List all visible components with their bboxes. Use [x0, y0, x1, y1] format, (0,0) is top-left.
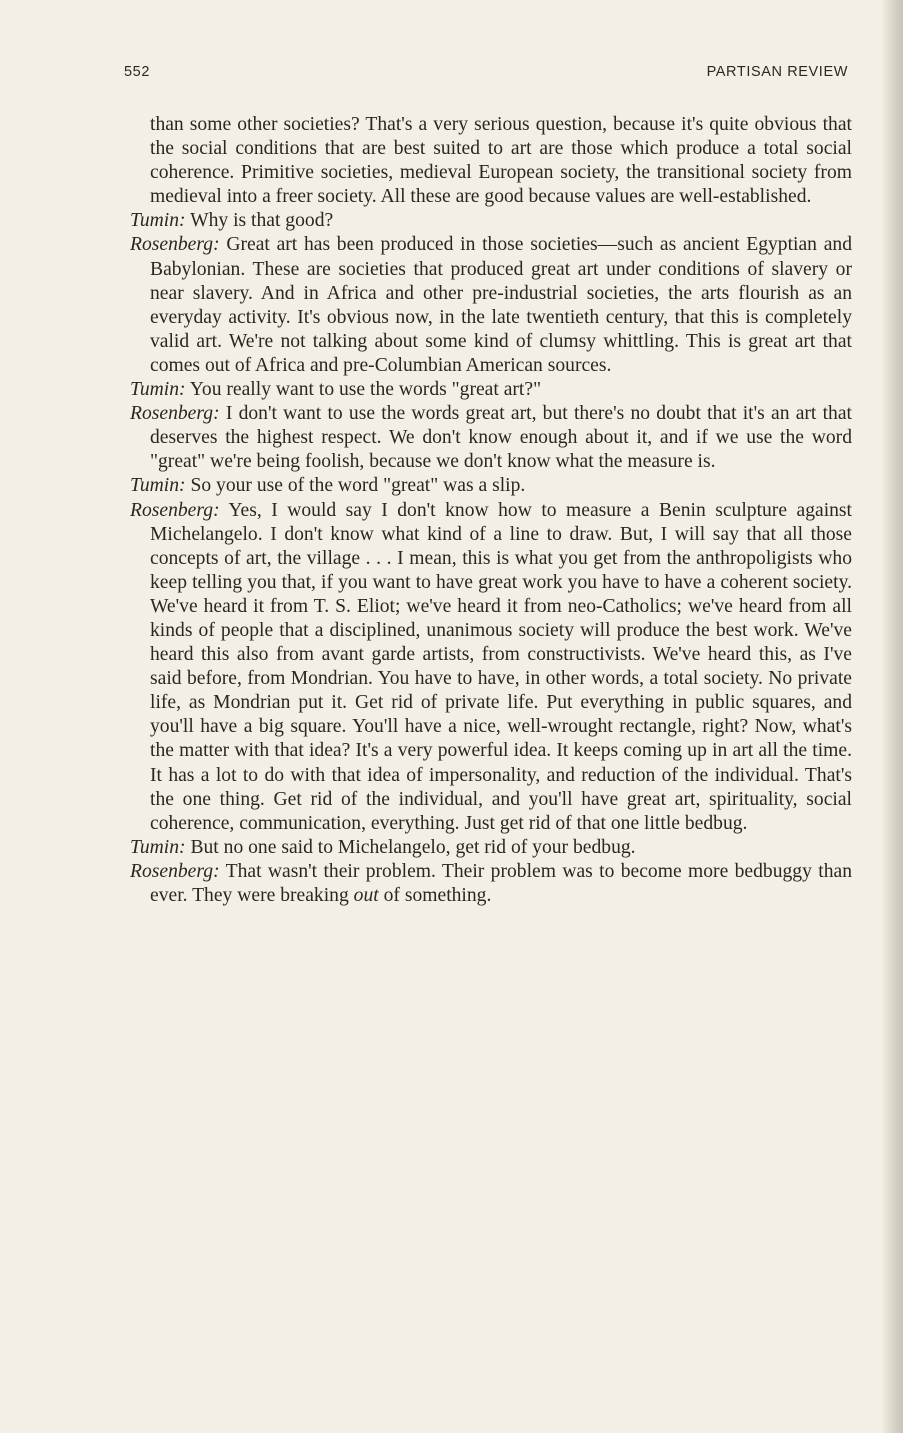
- journal-title: PARTISAN REVIEW: [706, 64, 848, 80]
- paragraph-text: than some other societies? That's a very serious question, because it's quite obvious that the social conditions that are best suited to art are those which produce a total social coherence. Primitive societies, medieval European society, the transitional society from medieval into a freer society. All these are good because values are well-established.: [150, 114, 852, 208]
- dialogue-turn: [130, 499, 852, 836]
- dialogue-turn: [130, 474, 852, 498]
- dialogue-turn: [130, 378, 852, 402]
- running-head: [124, 64, 848, 86]
- dialogue-turn: [130, 402, 852, 474]
- dialogue-text-after: of something.: [383, 885, 492, 906]
- body-text: [130, 113, 852, 908]
- speaker-name: Tumin:: [130, 379, 186, 401]
- speaker-name: Rosenberg:: [130, 499, 220, 521]
- dialogue-turn: [130, 860, 852, 908]
- dialogue-text: So your use of the word "great" was a slip.: [190, 475, 526, 497]
- speaker-name: Rosenberg:: [130, 234, 220, 256]
- page-number: 552: [124, 64, 150, 80]
- speaker-name: Tumin:: [130, 210, 186, 232]
- speaker-name: Tumin:: [130, 836, 186, 858]
- dialogue-text: Why is that good?: [190, 210, 334, 232]
- speaker-name: Rosenberg:: [130, 860, 220, 882]
- page-edge-shadow: [881, 0, 903, 1433]
- dialogue-turn: [130, 209, 852, 233]
- speaker-name: Tumin:: [130, 475, 186, 497]
- emphasized-word: out: [353, 885, 379, 906]
- speaker-name: Rosenberg:: [130, 403, 220, 425]
- dialogue-text: You really want to use the words "great art?": [189, 379, 542, 401]
- dialogue-text: Yes, I would say I don't know how to measure a Benin sculpture against Michelangelo. I don't know what kind of a line to draw. But, I will say that all those concepts of art, the village . . . I mean, this is what you get from the anthropoligists who keep telling you that, if you want to have great work you have to have a coherent society. We've heard it from T. S. Eliot; we've heard it from neo-Catholics; we've heard from all kinds of people that a disciplined, unanimous society will produce the best work. We've heard this also from avant garde artists, from constructivists. We've heard this, as I've said before, from Mondrian. You have to have, in other words, a total society. No private life, as Mondrian put it. Get rid of private life. Put everything in public squares, and you'll have a big square. You'll have a nice, well-wrought rectangle, right? Now, what's the matter with that idea? It's a very powerful idea. It keeps coming up in art all the time. It has a lot to do with that idea of impersonality, and reduction of the individual. That's the one thing. Get rid of the individual, and you'll have great art, spirituality, social coherence, communication, everything. Just get rid of that one little bedbug.: [150, 499, 853, 834]
- paragraph-continuation: [130, 113, 852, 209]
- dialogue-text: Great art has been produced in those societies—such as ancient Egyptian and Babylonian. These are societies that produced great art under conditions of slavery or near slavery. And in Africa and other pre-industrial societies, the arts flourish as an everyday activity. It's obvious now, in the late twentieth century, that this is completely valid art. We're not talking about some kind of clumsy whittling. This is great art that comes out of Africa and pre-Columbian American sources.: [150, 234, 852, 376]
- dialogue-text: That wasn't their problem. Their problem was to become more bedbuggy than ever. They were breaking: [150, 860, 852, 906]
- dialogue-turn: [130, 233, 852, 378]
- dialogue-text: But no one said to Michelangelo, get rid of your bedbug.: [190, 836, 636, 858]
- dialogue-text: I don't want to use the words great art, but there's no doubt that it's an art that deserves the highest respect. We don't know enough about it, and if we use the word "great" we're being foolish, because we don't know what the measure is.: [150, 403, 852, 473]
- dialogue-turn: [130, 836, 852, 860]
